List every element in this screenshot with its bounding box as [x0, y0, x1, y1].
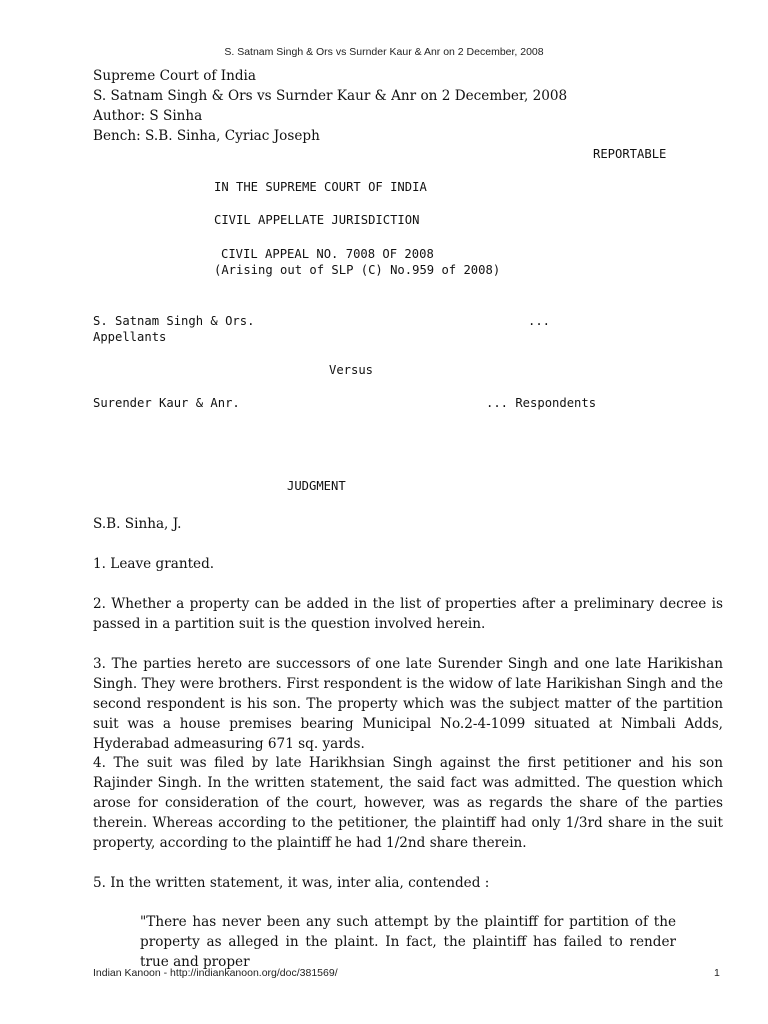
paragraph-4: 4. The suit was filed by late Harikhsian Singh against the first petitioner and his son Rajinder Singh. In the written statement, the said fact was admitted. The question which arose for consideration of the court, however, was as regards the share of the parties therein. Whereas according to the petitioner, the plaintiff had only 1/3rd share in the suit property, according to the plaintiff he had 1/2nd share therein. — [93, 755, 723, 851]
author-line: Author: S Sinha — [93, 108, 203, 124]
respondent-name: Surender Kaur & Anr. — [93, 396, 240, 410]
court-name: Supreme Court of India — [93, 68, 257, 84]
paragraph-3: 3. The parties hereto are successors of one late Surender Singh and one late Harikishan Singh. They were brothers. First respondent is the widow of late Harikishan Singh and the second respondent is his son. The property which was the subject matter of the partition suit was a house premises bearing Municipal No.2-4-1099 situated at Nimbali Adds, Hyderabad admeasuring 671 sq. yards. — [93, 656, 723, 752]
block-quote: "There has never been any such attempt by the plaintiff for partition of the property as alleged in the plaint. In fact, the plaintiff has failed to render true and proper — [140, 914, 676, 970]
judgment-heading: JUDGMENT — [287, 479, 346, 493]
case-title: S. Satnam Singh & Ors vs Surnder Kaur & Anr on 2 December, 2008 — [93, 88, 568, 104]
paragraph-1: 1. Leave granted. — [93, 556, 215, 572]
arising-line: (Arising out of SLP (C) No.959 of 2008) — [214, 263, 501, 277]
versus-label: Versus — [329, 363, 374, 377]
respondent-role: ... Respondents — [486, 396, 597, 410]
appellant-name: S. Satnam Singh & Ors. — [93, 314, 255, 328]
paragraph-2: 2. Whether a property can be added in the list of properties after a preliminary decree is passed in a partition suit is the question involved herein. — [93, 596, 723, 632]
footer-source-link[interactable]: Indian Kanoon - http://indiankanoon.org/doc/381569/ — [93, 967, 338, 979]
running-header: S. Satnam Singh & Ors vs Surnder Kaur & Anr on 2 December, 2008 — [224, 46, 544, 58]
judge-line: S.B. Sinha, J. — [93, 516, 182, 532]
paragraph-5: 5. In the written statement, it was, inter alia, contended : — [93, 875, 490, 891]
bench-line: Bench: S.B. Sinha, Cyriac Joseph — [93, 128, 320, 144]
appellant-dots: ... — [528, 314, 551, 328]
jurisdiction-heading: CIVIL APPELLATE JURISDICTION — [214, 213, 420, 227]
page-number: 1 — [714, 967, 720, 979]
court-heading: IN THE SUPREME COURT OF INDIA — [214, 180, 427, 194]
reportable-label: REPORTABLE — [593, 147, 667, 161]
appellant-role: Appellants — [93, 330, 167, 344]
appeal-number: CIVIL APPEAL NO. 7008 OF 2008 — [221, 247, 434, 261]
